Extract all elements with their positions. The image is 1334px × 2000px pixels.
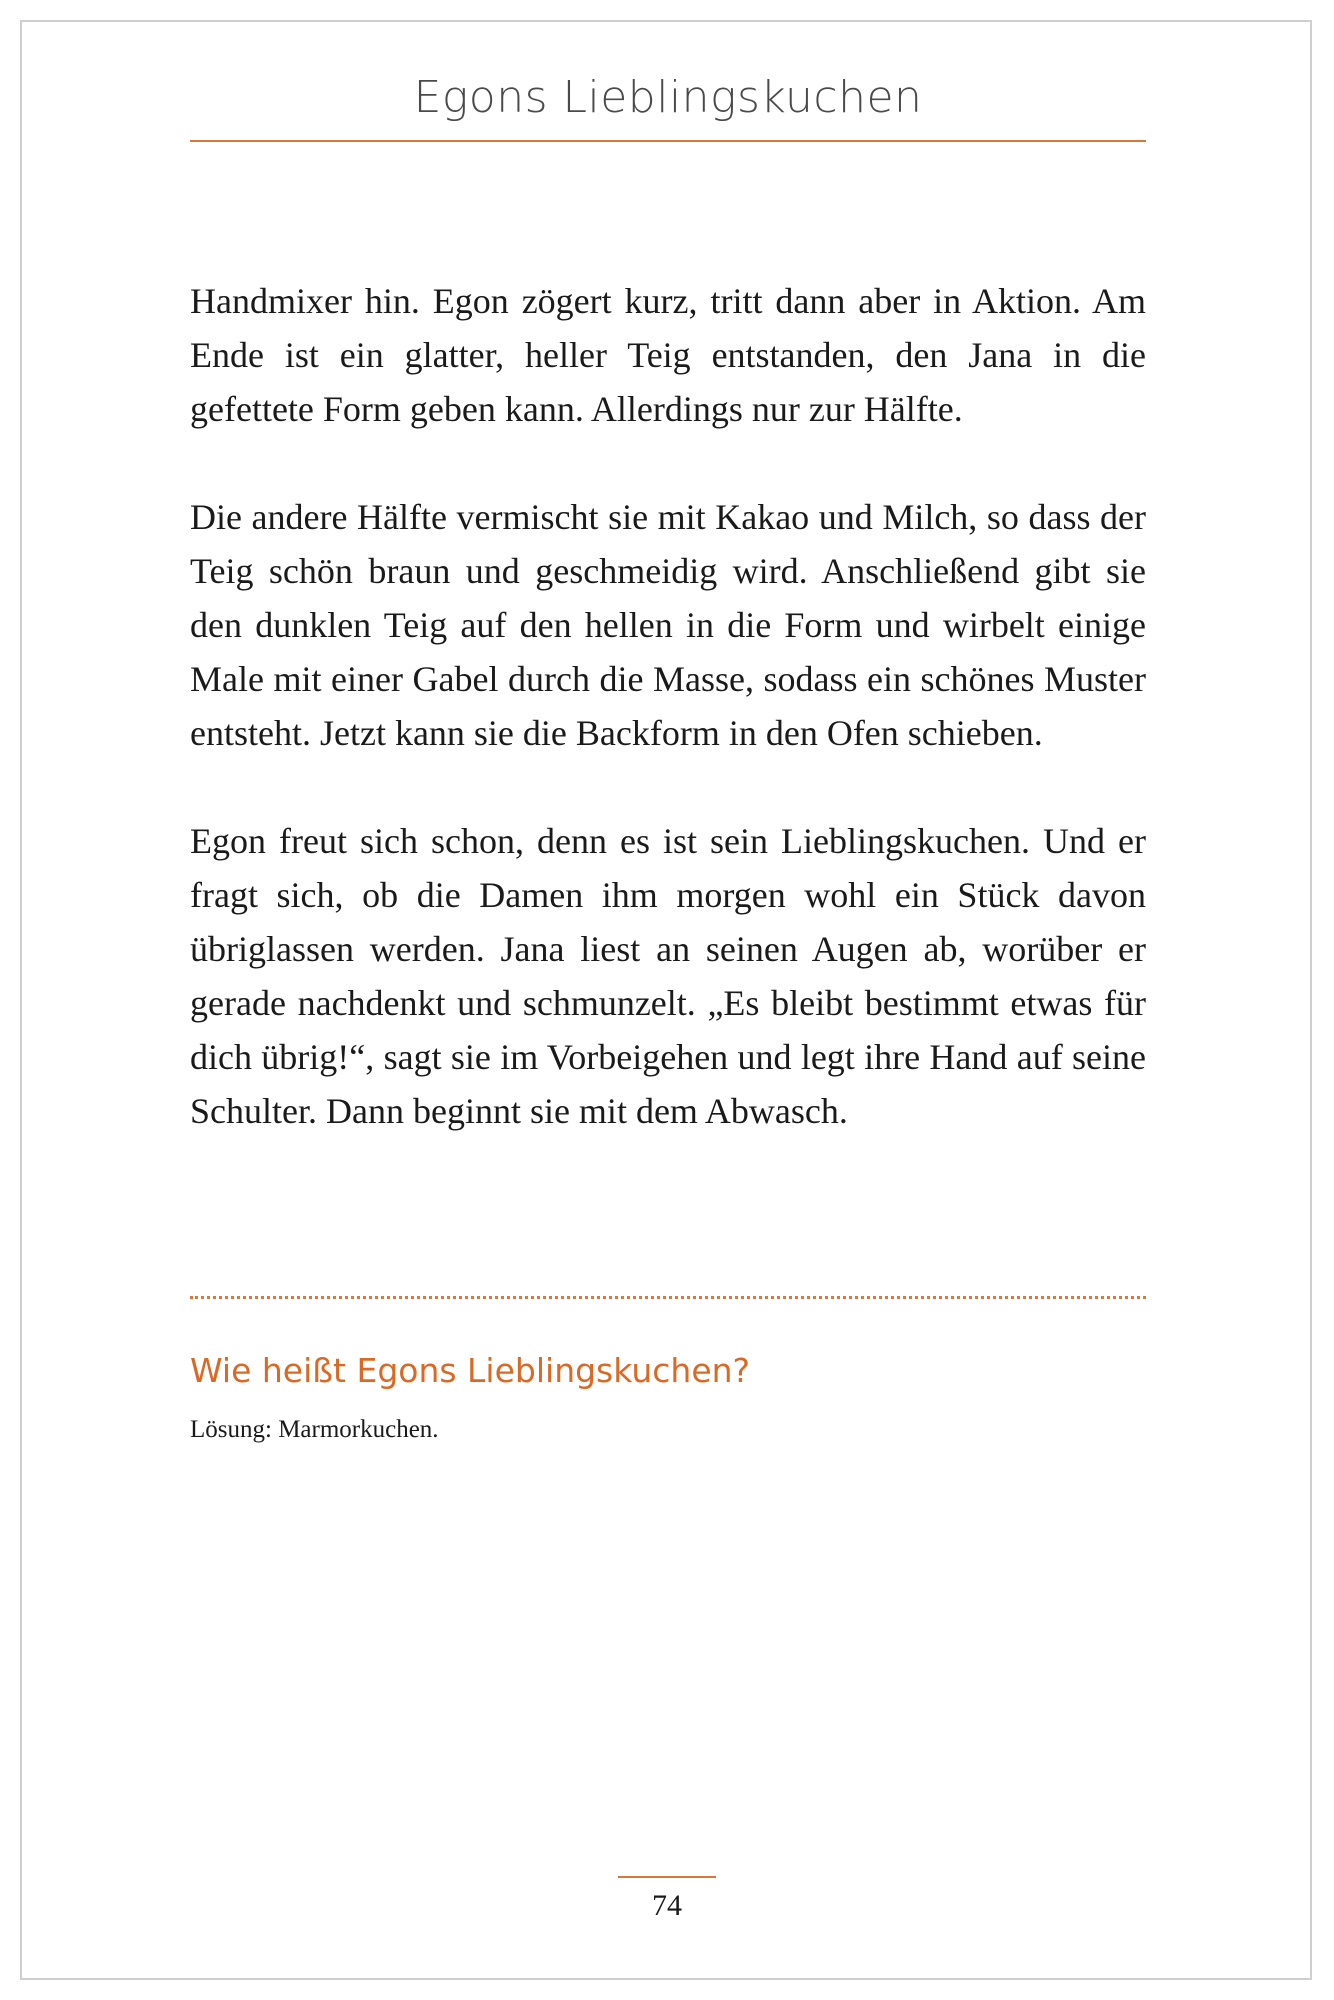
page-number-rule [618,1876,716,1878]
body-text [190,274,1146,1138]
page-number: 74 [652,1889,682,1922]
paragraph: Handmixer hin. Egon zögert kurz, tritt dann aber in Aktion. Am Ende ist ein glatter, heller Teig entstanden, den Jana in die gefettete Form geben kann. Allerdings nur zur Hälfte. [190,281,1146,429]
quiz-answer: Lösung: Marmorkuchen. [190,1416,439,1443]
paragraph: Egon freut sich schon, denn es ist sein Lieblingskuchen. Und er fragt sich, ob die Damen ihm morgen wohl ein Stück davon übriglassen werden. Jana liest an seinen Augen ab, worüber er gerade nachdenkt und schmunzelt. „Es bleibt bestimmt etwas für dich übrig!“, sagt sie im Vorbeigehen und legt ihre Hand auf seine Schulter. Dann beginnt sie mit dem Abwasch. [190,821,1146,1131]
header-rule [190,140,1146,142]
dotted-divider [190,1296,1146,1299]
paragraph: Die andere Hälfte vermischt sie mit Kakao und Milch, so dass der Teig schön braun und geschmeidig wird. Anschließend gibt sie den dunklen Teig auf den hellen in die Form und wirbelt einige Male mit einer Gabel durch die Masse, sodass ein schönes Muster entsteht. Jetzt kann sie die Backform in den Ofen schieben. [190,497,1146,753]
quiz-question: Wie heißt Egons Lieblingskuchen? [190,1351,751,1390]
running-head-title: Egons Lieblingskuchen [413,72,923,123]
